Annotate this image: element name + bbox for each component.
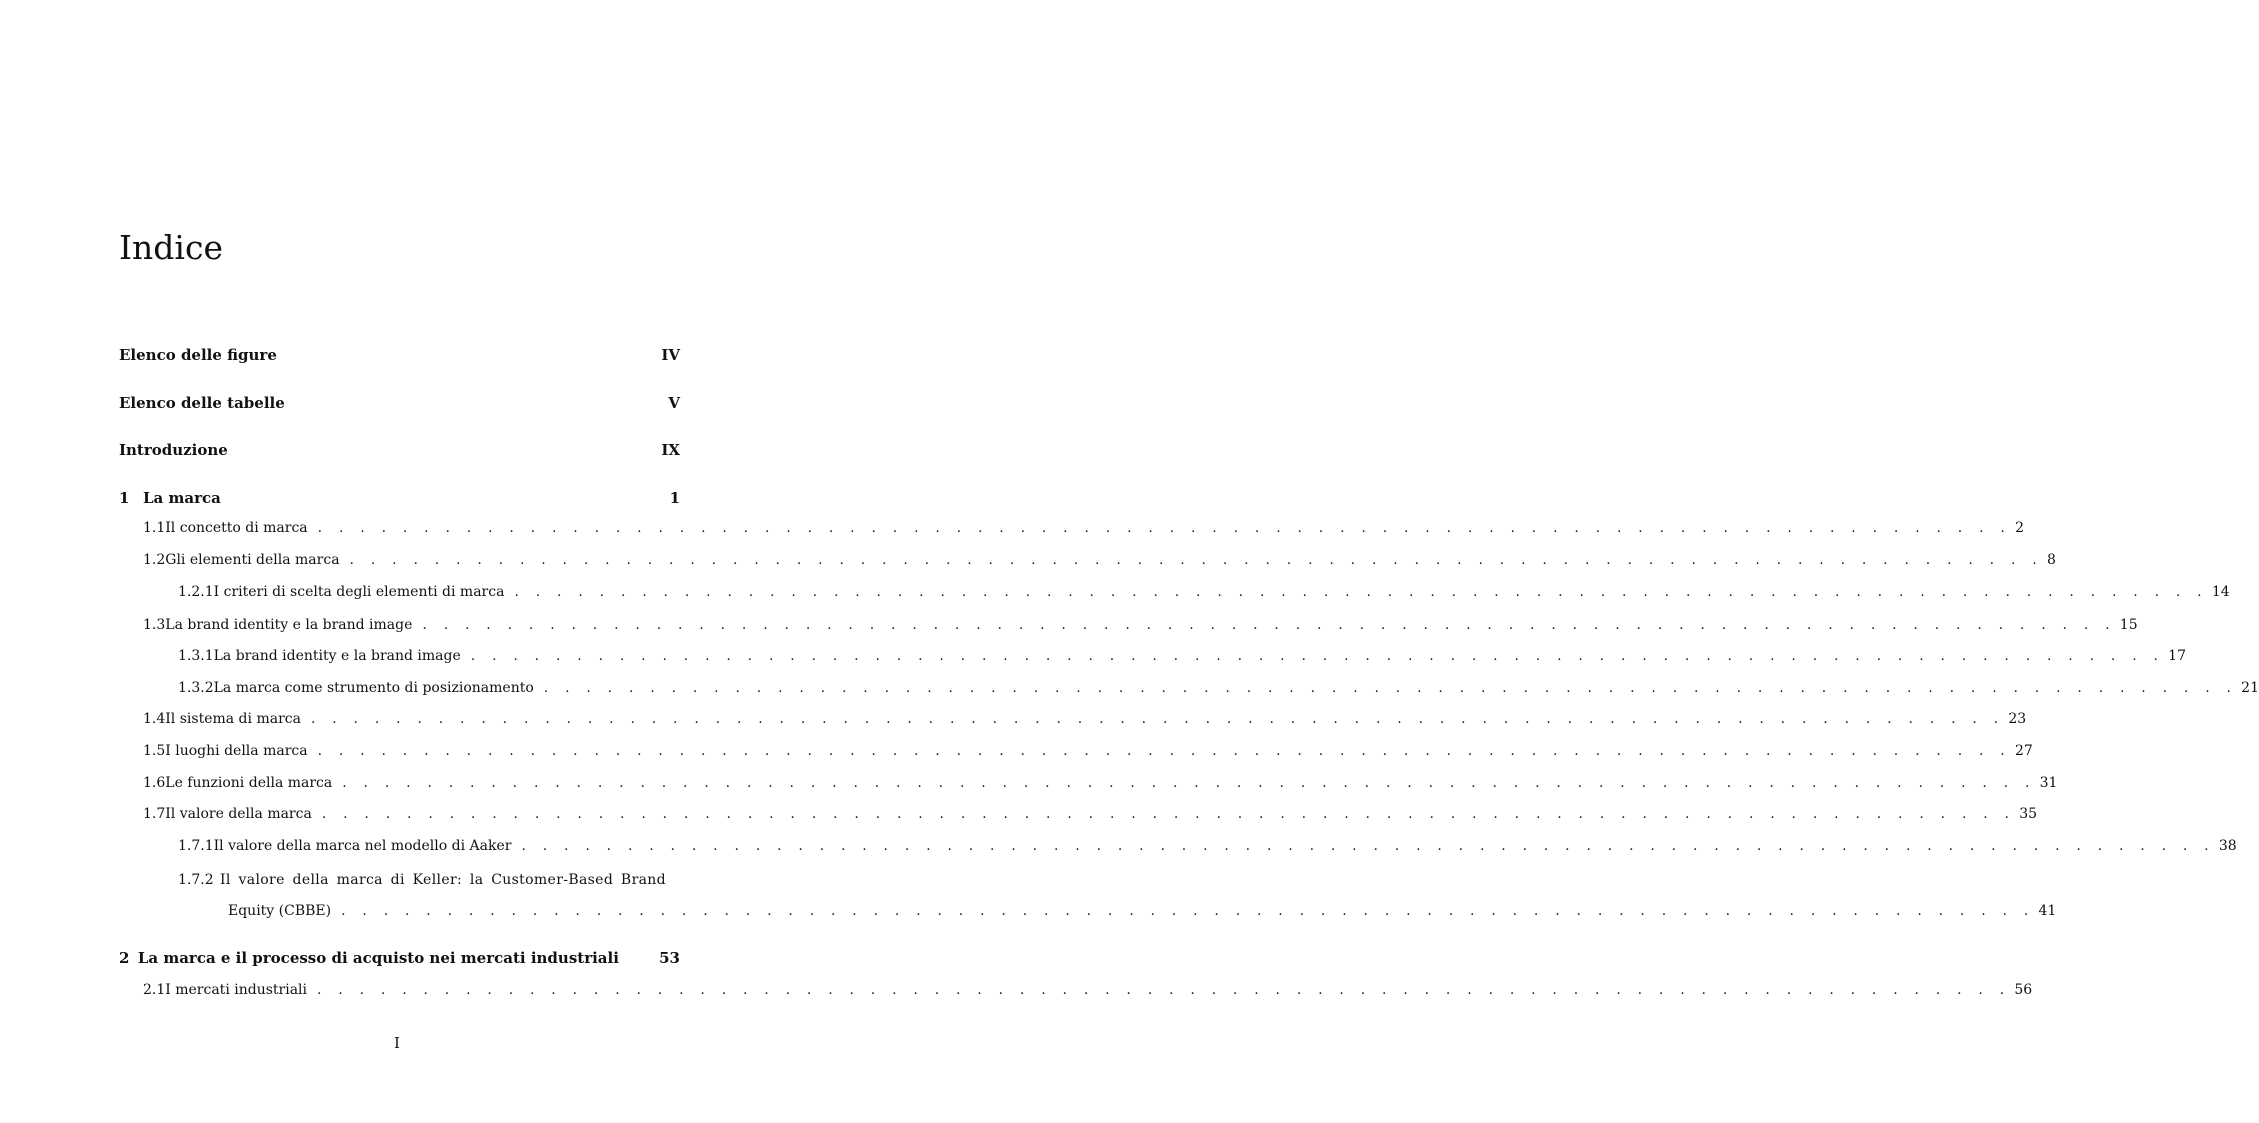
toc-entry-title: Il sistema di marca <box>165 711 301 727</box>
toc-entry-page: 41 <box>2038 903 2057 919</box>
toc-entry-page: V <box>668 394 680 412</box>
toc-subsection-entry[interactable] <box>178 680 2259 702</box>
toc-entry-page: 8 <box>2046 552 2056 568</box>
toc-section-entry[interactable] <box>143 982 2033 1004</box>
toc-entry-page: 14 <box>2211 584 2230 600</box>
toc-leader-dots: . . . . . . . . . . . . . . . . . . . . . . . . . . . . . . . . . . . . . . . . . . . . . . . . . . . . . . . . . . . . . . . . . . . . . . . . . . . . . . . . <box>317 982 2011 998</box>
toc-entry-title: Introduzione <box>119 441 228 459</box>
toc-entry-page: 38 <box>2218 838 2237 854</box>
toc-leader-dots: . . . . . . . . . . . . . . . . . . . . . . . . . . . . . . . . . . . . . . . . . . . . . . . . . . . . . . . . . . . . . . . . . . . . . . . . . . . . . . . . <box>514 584 2208 600</box>
toc-entry-page: 17 <box>2168 648 2186 664</box>
toc-entry-number: 1.2.1 <box>178 584 214 600</box>
toc-leader-dots: . . . . . . . . . . . . . . . . . . . . . . . . . . . . . . . . . . . . . . . . . . . . . . . . . . . . . . . . . . . . . . . . . . . . . . . . . . . . . . . . <box>470 648 2165 664</box>
toc-entry-page: 2 <box>2015 520 2024 536</box>
toc-entry-number: 1.6 <box>143 775 166 791</box>
page-number: I <box>394 1034 400 1052</box>
toc-entry-number: 1.7.1 <box>178 838 214 854</box>
toc-chapter-entry[interactable] <box>119 949 680 971</box>
toc-entry-title: La marca e il processo di acquisto nei mercati industriali <box>137 949 619 967</box>
toc-entry-title: La marca <box>143 489 221 507</box>
toc-leader-dots: . . . . . . . . . . . . . . . . . . . . . . . . . . . . . . . . . . . . . . . . . . . . . . . . . . . . . . . . . . . . . . . . . . . . . . . . . . . . . . . . <box>317 743 2011 759</box>
toc-entry-number: 2.1 <box>143 982 166 998</box>
toc-entry-page: 27 <box>2014 743 2033 759</box>
toc-entry-number: 1.5 <box>143 743 166 759</box>
toc-entry-page: IV <box>661 346 680 364</box>
toc-entry-title: I criteri di scelta degli elementi di marca <box>213 584 505 600</box>
toc-section-entry[interactable] <box>143 520 2024 542</box>
toc-section-entry[interactable] <box>143 775 2058 797</box>
toc-entry-page: IX <box>661 441 680 459</box>
toc-entry-title: La brand identity e la brand image <box>213 648 461 664</box>
toc-entry-number: 1.3.1 <box>178 648 214 664</box>
toc-leader-dots: . . . . . . . . . . . . . . . . . . . . . . . . . . . . . . . . . . . . . . . . . . . . . . . . . . . . . . . . . . . . . . . . . . . . . . . . . . . . . . . . <box>521 838 2215 854</box>
toc-entry-number: 1 <box>119 489 130 507</box>
toc-entry-title: La marca come strumento di posizionamento <box>213 680 534 696</box>
toc-entry-page: 53 <box>659 949 680 967</box>
toc-section-entry[interactable] <box>143 617 2138 639</box>
toc-entry-title: Gli elementi della marca <box>165 552 340 568</box>
toc-chapter-entry[interactable] <box>119 346 680 368</box>
toc-entry-number: 1.2 <box>143 552 166 568</box>
toc-entry-title: I mercati industriali <box>165 982 307 998</box>
toc-entry-number: 1.4 <box>143 711 166 727</box>
toc-entry-title: Il valore della marca nel modello di Aaker <box>213 838 512 854</box>
toc-subsection-entry[interactable] <box>178 584 2230 606</box>
toc-leader-dots: . . . . . . . . . . . . . . . . . . . . . . . . . . . . . . . . . . . . . . . . . . . . . . . . . . . . . . . . . . . . . . . . . . . . . . . . . . . . . . . . <box>317 520 2012 536</box>
toc-entry-title: La brand identity e la brand image <box>165 617 413 633</box>
toc-leader-dots: . . . . . . . . . . . . . . . . . . . . . . . . . . . . . . . . . . . . . . . . . . . . . . . . . . . . . . . . . . . . . . . . . . . . . . . . . . . . . . . . <box>543 680 2238 696</box>
toc-leader-dots: . . . . . . . . . . . . . . . . . . . . . . . . . . . . . . . . . . . . . . . . . . . . . . . . . . . . . . . . . . . . . . . . . . . . . . . . . . . . . . . . <box>342 775 2036 791</box>
toc-entry-number: 2 <box>119 949 130 967</box>
toc-leader-dots: . . . . . . . . . . . . . . . . . . . . . . . . . . . . . . . . . . . . . . . . . . . . . . . . . . . . . . . . . . . . . . . . . . . . . . . . . . . . . . . . <box>349 552 2043 568</box>
toc-entry-page: 1 <box>669 489 680 507</box>
toc-leader-dots: . . . . . . . . . . . . . . . . . . . . . . . . . . . . . . . . . . . . . . . . . . . . . . . . . . . . . . . . . . . . . . . . . . . . . . . . . . . . . . . . <box>310 711 2005 727</box>
toc-entry-number: 1.3 <box>143 617 166 633</box>
toc-section-entry[interactable] <box>143 743 2033 765</box>
toc-chapter-entry[interactable] <box>119 441 680 463</box>
toc-subsection-entry[interactable] <box>178 648 2186 670</box>
toc-leader-dots: . . . . . . . . . . . . . . . . . . . . . . . . . . . . . . . . . . . . . . . . . . . . . . . . . . . . . . . . . . . . . . . . . . . . . . . . . . . . . . . . <box>422 617 2116 633</box>
toc-chapter-entry[interactable] <box>119 394 680 416</box>
toc-entry-page: 56 <box>2014 982 2033 998</box>
toc-entry-page: 15 <box>2119 617 2138 633</box>
toc-entry-page: 35 <box>2019 806 2038 822</box>
toc-entry-title: Il valore della marca <box>165 806 312 822</box>
toc-entry-title: Il valore della marca di Keller: la Customer-Based Brand <box>219 872 666 888</box>
toc-section-entry[interactable] <box>143 806 2038 828</box>
toc-section-entry[interactable] <box>143 552 2056 574</box>
toc-leader-dots: . . . . . . . . . . . . . . . . . . . . . . . . . . . . . . . . . . . . . . . . . . . . . . . . . . . . . . . . . . . . . . . . . . . . . . . . . . . . . . . . <box>341 903 2035 919</box>
toc-entry-title: Elenco delle tabelle <box>119 394 285 412</box>
toc-subsection-entry[interactable] <box>178 838 2237 860</box>
toc-subsection-entry[interactable] <box>228 903 2057 925</box>
toc-entry-title: I luoghi della marca <box>165 743 308 759</box>
toc-entry-title: Le funzioni della marca <box>165 775 333 791</box>
toc-entry-page: 21 <box>2241 680 2259 696</box>
toc-entry-title: Elenco delle figure <box>119 346 277 364</box>
toc-entry-number: 1.1 <box>143 520 166 536</box>
page-title: Indice <box>119 228 223 267</box>
toc-entry-title: Il concetto di marca <box>165 520 308 536</box>
toc-subsection-entry[interactable] <box>178 872 680 894</box>
toc-entry-page: 31 <box>2039 775 2058 791</box>
toc-entry-title: Equity (CBBE) <box>228 903 332 919</box>
toc-chapter-entry[interactable] <box>119 489 680 511</box>
toc-section-entry[interactable] <box>143 711 2027 733</box>
toc-entry-number: 1.7.2 <box>178 872 214 888</box>
toc-entry-number: 1.3.2 <box>178 680 214 696</box>
toc-entry-page: 23 <box>2008 711 2027 727</box>
toc-leader-dots: . . . . . . . . . . . . . . . . . . . . . . . . . . . . . . . . . . . . . . . . . . . . . . . . . . . . . . . . . . . . . . . . . . . . . . . . . . . . . . . . <box>321 806 2016 822</box>
toc-entry-number: 1.7 <box>143 806 166 822</box>
